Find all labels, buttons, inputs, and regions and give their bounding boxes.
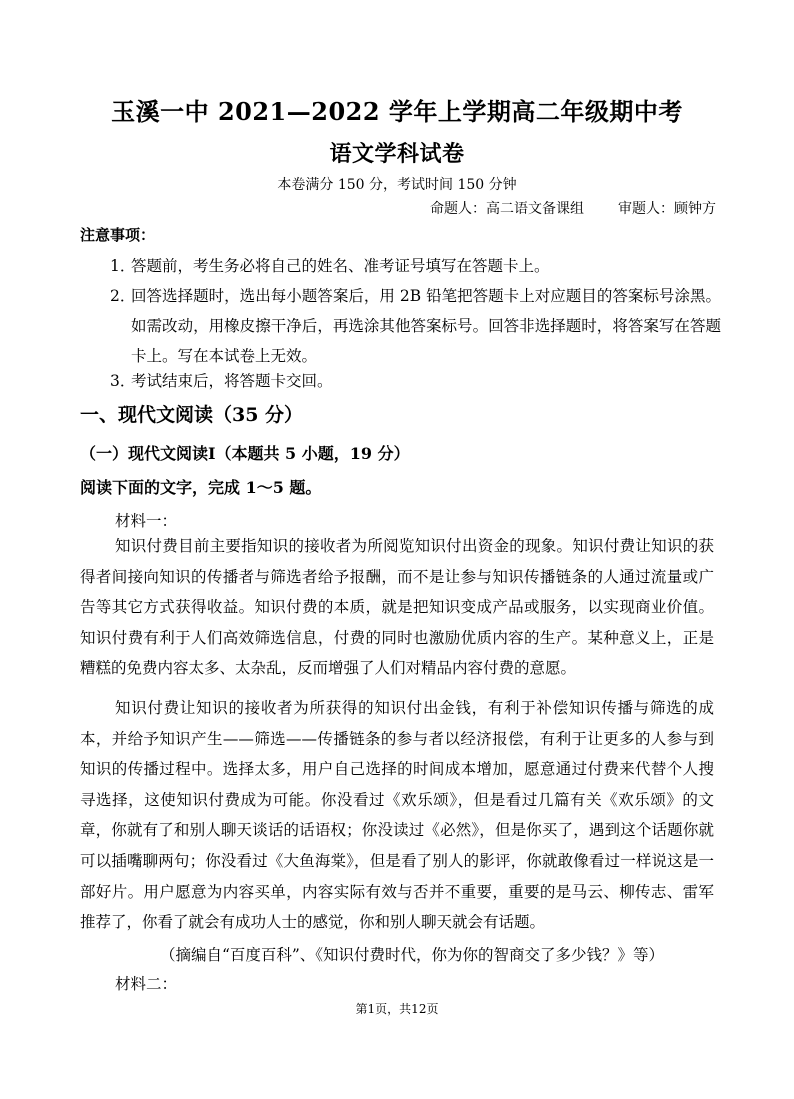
subsection-heading: （一）现代文阅读Ⅰ（本题共 5 小题，19 分）	[80, 444, 410, 463]
notice-item-number: 2．	[110, 287, 136, 305]
source-citation: （摘编自“百度百科”、《知识付费时代，你为你的智商交了多少钱？》等）	[159, 946, 665, 964]
authors-line	[430, 198, 716, 218]
exam-subtitle: 语文学科试卷	[329, 141, 465, 167]
reading-instruction: 阅读下面的文字，完成 1～5 题。	[80, 478, 322, 497]
material-label: 材料二：	[115, 975, 178, 993]
reviewer-text: 审题人：顾钟方	[618, 201, 716, 217]
material-label: 材料一：	[115, 512, 178, 530]
exam-title: 玉溪一中 2021—2022 学年上学期高二年级期中考	[111, 97, 683, 126]
paragraph: 知识付费目前主要指知识的接收者为所阅览知识付出资金的现象。知识付费让知识的获得者间接向知识的传播者与筛选者给予报酬，而不是让参与知识传播链条的人通过流量或广告等其它方式获得收益。知识付费的本质，就是把知识变成产品或服务，以实现商业价值。知识付费有利于人们高效筛选信息，付费的同时也激励优质内容的生产。某种意义上，正是糟糕的免费内容太多、太杂乱，反而增强了人们对精品内容付费的意愿。	[80, 537, 714, 678]
page-footer: 第1页，共12页	[355, 1002, 439, 1016]
notice-item-number: 3．	[110, 372, 136, 390]
setter-text: 命题人：高二语文备课组	[430, 201, 584, 217]
notice-item-text: 回答选择题时，选出每小题答案后，用 2B 铅笔把答题卡上对应题目的答案标号涂黑。如需改动，用橡皮擦干净后，再选涂其他答案标号。回答非选择题时，将答案写在答题卡上。写在本试卷上无效。	[131, 287, 721, 365]
notice-item-number: 1．	[110, 257, 136, 275]
notice-item-text: 答题前，考生务必将自己的姓名、准考证号填写在答题卡上。	[131, 257, 550, 275]
paragraph: 知识付费让知识的接收者为所获得的知识付出金钱，有利于补偿知识传播与筛选的成本，并给予知识产生——筛选——传播链条的参与者以经济报偿，有利于让更多的人参与到知识的传播过程中。选择太多，用户自己选择的时间成本增加，愿意通过付费来代替个人搜寻选择，这使知识付费成为可能。你没看过《欢乐颂》，但是看过几篇有关《欢乐颂》的文章，你就有了和别人聊天谈话的话语权；你没读过《必然》，但是你买了，遇到这个话题你就可以插嘴聊两句；你没看过《大鱼海棠》，但是看了别人的影评，你就敢像看过一样说这是一部好片。用户愿意为内容买单，内容实际有效与否并不重要，重要的是马云、柳传志、雷军推荐了，你看了就会有成功人士的感觉，你和别人聊天就会有话题。	[80, 699, 714, 932]
section-heading: 一、现代文阅读（35 分）	[80, 404, 304, 426]
exam-info: 本卷满分 150 分，考试时间 150 分钟	[277, 177, 517, 193]
notice-heading: 注意事项：	[80, 226, 156, 244]
notice-item-text: 考试结束后，将答题卡交回。	[131, 372, 333, 390]
